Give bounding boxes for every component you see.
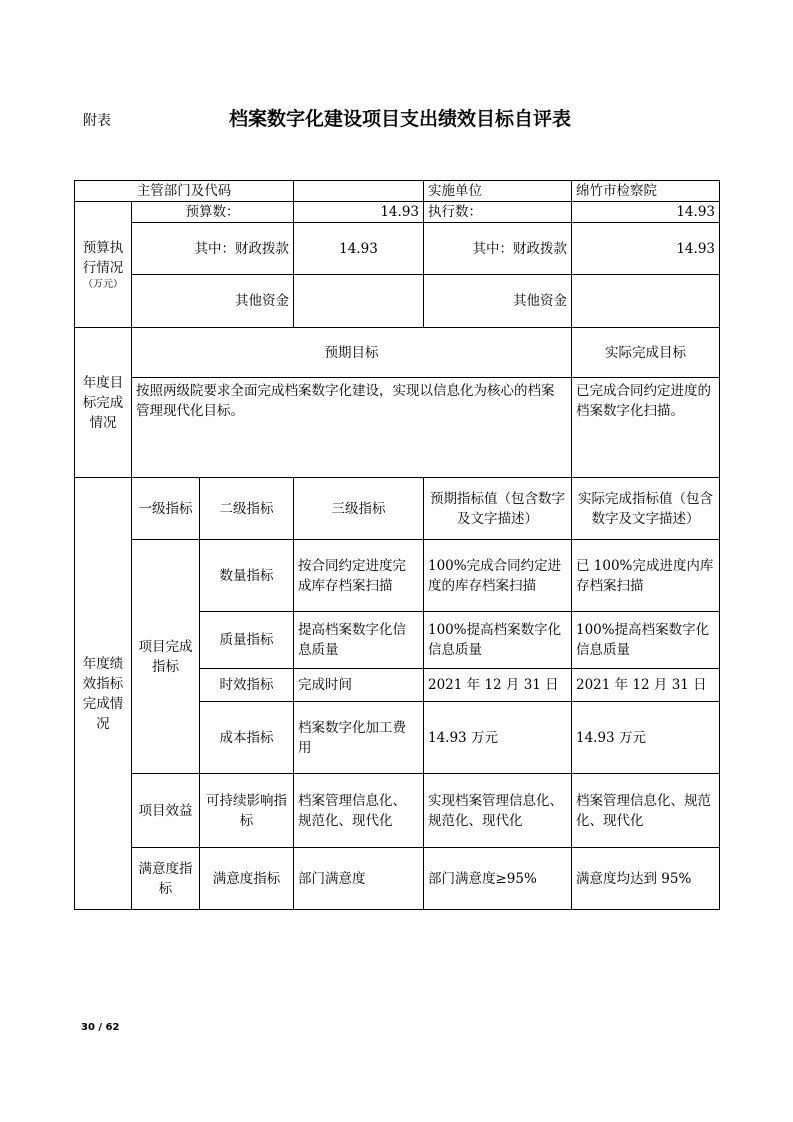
other-exec-value [572, 275, 720, 328]
level3-cell: 档案管理信息化、规范化、现代化 [294, 774, 424, 848]
budget-section-text: 预算执行情况 [82, 239, 124, 276]
level2-cell: 成本指标 [200, 702, 294, 774]
level2-cell: 可持续影响指标 [200, 774, 294, 848]
fiscal-exec-label: 其中：财政拨款 [424, 223, 572, 275]
expected-goal-text: 按照两级院要求全面完成档案数字化建设，实现以信息化为核心的档案管理现代化目标。 [132, 378, 572, 478]
level3-cell: 部门满意度 [294, 848, 424, 910]
exec-label: 执行数： [424, 202, 572, 223]
level3-cell: 档案数字化加工费用 [294, 702, 424, 774]
other-funds-row [75, 275, 720, 328]
page-number: 30 / 62 [81, 1022, 120, 1033]
goal-content-row [75, 378, 720, 478]
unit-value: 绵竹市检察院 [572, 181, 720, 202]
budget-section-label [75, 202, 132, 328]
budget-unit-note: （万元） [83, 278, 123, 290]
expected-value-cell: 部门满意度≥95% [424, 848, 572, 910]
table-row [75, 848, 720, 910]
indicator-section-label: 年度绩效指标完成情况 [75, 478, 132, 910]
level3-cell: 完成时间 [294, 669, 424, 702]
actual-goal-text: 已完成合同约定进度的档案数字化扫描。 [572, 378, 720, 478]
header-row [75, 181, 720, 202]
expected-value-header: 预期指标值（包含数字及文字描述） [424, 478, 572, 540]
dept-value [294, 181, 424, 202]
dept-label: 主管部门及代码 [75, 181, 294, 202]
fiscal-exec-value: 14.93 [572, 223, 720, 275]
expected-goal-header: 预期目标 [132, 328, 572, 378]
actual-value-cell: 已 100%完成进度内库存档案扫描 [572, 540, 720, 612]
exec-value: 14.93 [572, 202, 720, 223]
goal-header-row [75, 328, 720, 378]
other-budget-value [294, 275, 424, 328]
unit-label: 实施单位 [424, 181, 572, 202]
document-title: 档案数字化建设项目支出绩效目标自评表 [228, 108, 571, 130]
expected-value-cell: 14.93 万元 [424, 702, 572, 774]
fiscal-row [75, 223, 720, 275]
fiscal-label: 其中：财政拨款 [132, 223, 294, 275]
level2-header: 二级指标 [200, 478, 294, 540]
other-exec-label: 其他资金 [424, 275, 572, 328]
table-row [75, 540, 720, 612]
level2-cell: 满意度指标 [200, 848, 294, 910]
level2-cell: 数量指标 [200, 540, 294, 612]
indicator-header-row [75, 478, 720, 540]
group-project-completion: 项目完成指标 [132, 540, 200, 774]
actual-value-cell: 档案管理信息化、规范化、现代化 [572, 774, 720, 848]
goal-section-label: 年度目标完成情况 [75, 328, 132, 478]
expected-value-cell: 实现档案管理信息化、规范化、现代化 [424, 774, 572, 848]
actual-value-cell: 14.93 万元 [572, 702, 720, 774]
level3-header: 三级指标 [294, 478, 424, 540]
evaluation-table [74, 180, 720, 910]
group-satisfaction: 满意度指标 [132, 848, 200, 910]
level3-cell: 按合同约定进度完成库存档案扫描 [294, 540, 424, 612]
level1-header: 一级指标 [132, 478, 200, 540]
budget-value: 14.93 [294, 202, 424, 223]
fiscal-budget-value: 14.93 [294, 223, 424, 275]
expected-value-cell: 2021 年 12 月 31 日 [424, 669, 572, 702]
actual-value-cell: 满意度均达到 95% [572, 848, 720, 910]
other-label: 其他资金 [132, 275, 294, 328]
table-row [75, 774, 720, 848]
actual-value-cell: 100%提高档案数字化信息质量 [572, 612, 720, 669]
expected-value-cell: 100%完成合同约定进度的库存档案扫描 [424, 540, 572, 612]
appendix-label: 附表 [83, 113, 111, 129]
actual-value-cell: 2021 年 12 月 31 日 [572, 669, 720, 702]
level2-cell: 时效指标 [200, 669, 294, 702]
budget-row [75, 202, 720, 223]
actual-goal-header: 实际完成目标 [572, 328, 720, 378]
level3-cell: 提高档案数字化信息质量 [294, 612, 424, 669]
budget-label: 预算数： [132, 202, 294, 223]
level2-cell: 质量指标 [200, 612, 294, 669]
expected-value-cell: 100%提高档案数字化信息质量 [424, 612, 572, 669]
group-project-benefit: 项目效益 [132, 774, 200, 848]
actual-value-header: 实际完成指标值（包含数字及文字描述） [572, 478, 720, 540]
